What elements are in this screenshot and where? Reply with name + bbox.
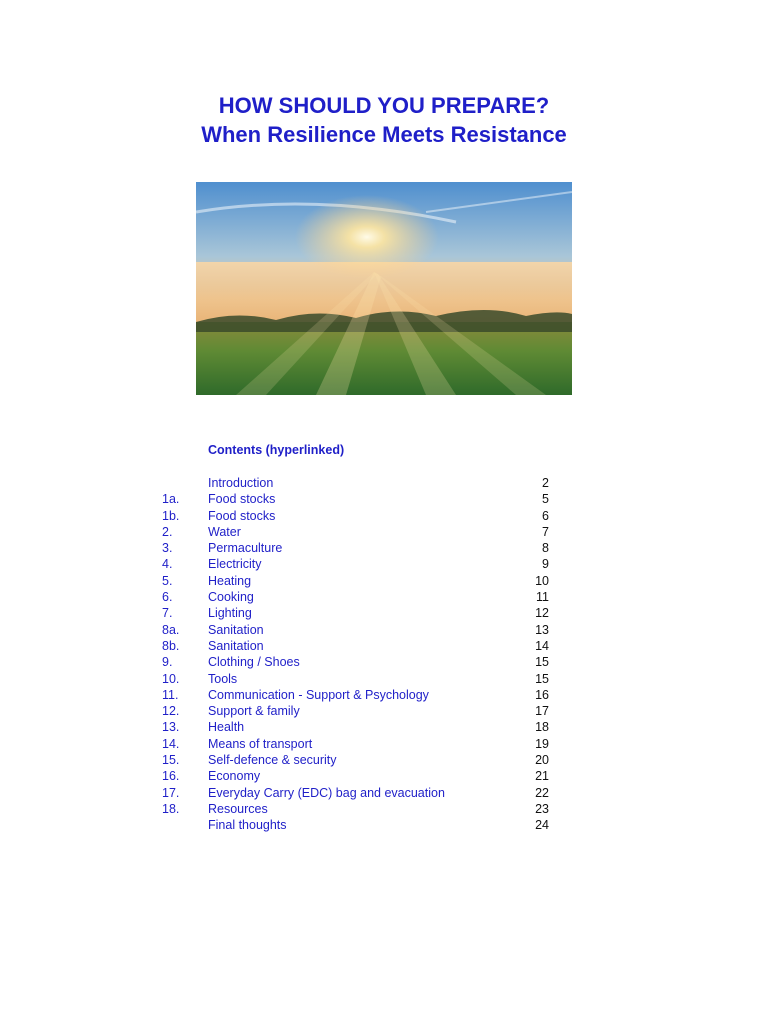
toc-entry-page: 19	[535, 736, 549, 751]
toc-entry[interactable]	[0, 540, 768, 556]
toc-entry-link[interactable]: Food stocks	[208, 492, 276, 507]
toc-entry-number: 17.	[162, 785, 180, 800]
toc-entry-link[interactable]: Communication - Support & Psychology	[208, 687, 429, 702]
toc-entry-page: 7	[542, 524, 549, 539]
toc-entry-number: 7.	[162, 606, 173, 621]
toc-entry[interactable]	[0, 703, 768, 719]
cover-image	[196, 182, 572, 395]
toc-entry[interactable]	[0, 638, 768, 654]
toc-entry[interactable]	[0, 622, 768, 638]
toc-entry-page: 22	[535, 785, 549, 800]
toc-entry-number: 5.	[162, 573, 173, 588]
toc-entry[interactable]	[0, 654, 768, 670]
toc-entry-page: 20	[535, 753, 549, 768]
toc-entry-page: 13	[535, 622, 549, 637]
toc-entry-page: 8	[542, 541, 549, 556]
toc-entry-number: 18.	[162, 801, 180, 816]
toc-entry[interactable]	[0, 817, 768, 833]
toc-entry-link[interactable]: Heating	[208, 573, 252, 588]
toc-entry-page: 2	[542, 476, 549, 490]
toc-entry-page: 21	[535, 769, 549, 784]
toc-entry-link[interactable]: Final thoughts	[208, 818, 287, 833]
toc-entry-page: 11	[536, 590, 549, 605]
toc-entry-page: 15	[535, 655, 549, 670]
toc-entry-link[interactable]: Health	[208, 720, 245, 735]
toc-entry-page: 9	[542, 557, 549, 572]
toc-entry-page: 15	[535, 671, 549, 686]
toc-entry[interactable]	[0, 785, 768, 801]
toc-entry-link[interactable]: Water	[208, 524, 241, 539]
toc-entry[interactable]	[0, 605, 768, 621]
toc-entry-page: 24	[535, 818, 549, 833]
toc-entry-page: 5	[542, 492, 549, 507]
toc-entry-number: 3.	[162, 541, 173, 556]
toc-entry[interactable]	[0, 752, 768, 768]
toc-entry[interactable]	[0, 556, 768, 572]
toc-entry-link[interactable]: Permaculture	[208, 541, 283, 556]
toc-entry-page: 18	[535, 720, 549, 735]
toc-entry-link[interactable]: Food stocks	[208, 508, 276, 523]
toc-entry-link[interactable]: Introduction	[208, 476, 274, 490]
toc-entry-number: 6.	[162, 590, 173, 605]
toc-entry-link[interactable]: Electricity	[208, 557, 262, 572]
toc-entry-number: 11.	[162, 687, 179, 702]
contents-heading: Contents (hyperlinked)	[208, 443, 345, 457]
toc-entry-page: 14	[535, 638, 549, 653]
toc-entry[interactable]	[0, 736, 768, 752]
toc-entry-link[interactable]: Sanitation	[208, 622, 264, 637]
toc-entry[interactable]	[0, 524, 768, 540]
toc-entry-number: 4.	[162, 557, 173, 572]
toc-entry-number: 9.	[162, 655, 173, 670]
document-subtitle: When Resilience Meets Resistance	[201, 122, 567, 147]
toc-entry-number: 13.	[162, 720, 180, 735]
toc-entry-number: 1b.	[162, 508, 180, 523]
toc-entry-link[interactable]: Everyday Carry (EDC) bag and evacuation	[208, 785, 445, 800]
toc-entry[interactable]	[0, 508, 768, 524]
toc-entry-page: 12	[535, 606, 549, 621]
toc-entry-number: 8b.	[162, 638, 180, 653]
table-of-contents	[0, 475, 768, 834]
toc-entry-number: 2.	[162, 524, 173, 539]
toc-entry-page: 23	[535, 801, 549, 816]
toc-entry[interactable]	[0, 801, 768, 817]
toc-entry[interactable]	[0, 573, 768, 589]
toc-entry-page: 16	[535, 687, 549, 702]
toc-entry-link[interactable]: Economy	[208, 769, 261, 784]
toc-entry-number: 16.	[162, 769, 180, 784]
toc-entry[interactable]	[0, 719, 768, 735]
toc-entry-link[interactable]: Resources	[208, 801, 268, 816]
toc-entry-link[interactable]: Self-defence & security	[208, 753, 337, 768]
toc-entry-number: 14.	[162, 736, 180, 751]
toc-entry[interactable]	[0, 671, 768, 687]
toc-entry[interactable]	[0, 768, 768, 784]
toc-entry-page: 6	[542, 508, 549, 523]
toc-entry[interactable]	[0, 589, 768, 605]
toc-entry[interactable]	[0, 491, 768, 507]
document-title: HOW SHOULD YOU PREPARE?	[218, 93, 550, 118]
toc-entry-link[interactable]: Cooking	[208, 590, 254, 605]
toc-entry-link[interactable]: Tools	[208, 671, 238, 686]
toc-entry-link[interactable]: Means of transport	[208, 736, 313, 751]
toc-entry-number: 15.	[162, 753, 180, 768]
toc-entry-number: 8a.	[162, 622, 180, 637]
toc-entry-number: 1a.	[162, 492, 180, 507]
toc-entry-link[interactable]: Clothing / Shoes	[208, 655, 300, 670]
toc-entry-page: 17	[535, 704, 549, 719]
toc-entry-link[interactable]: Lighting	[208, 606, 252, 621]
toc-entry-page: 10	[535, 573, 549, 588]
toc-entry-number: 12.	[162, 704, 180, 719]
toc-entry-number: 10.	[162, 671, 180, 686]
toc-entry-link[interactable]: Sanitation	[208, 638, 264, 653]
toc-entry[interactable]	[0, 475, 768, 491]
toc-entry-link[interactable]: Support & family	[208, 704, 300, 719]
toc-entry[interactable]	[0, 687, 768, 703]
